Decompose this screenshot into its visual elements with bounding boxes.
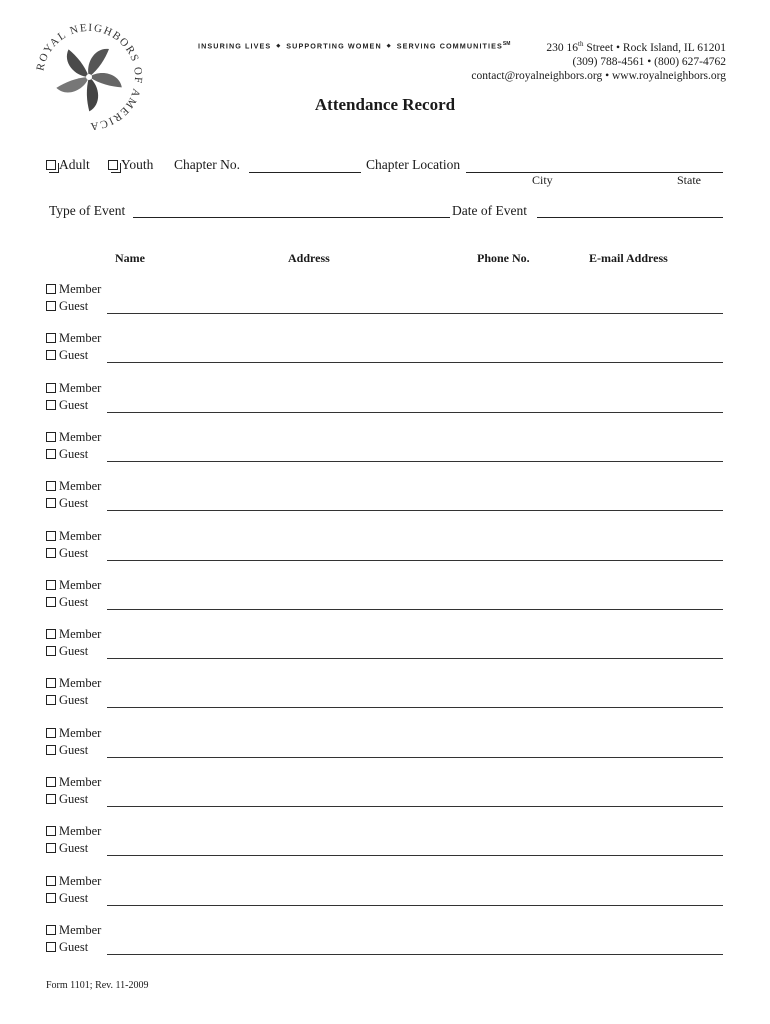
guest-label: Guest	[59, 545, 89, 560]
tagline-item: INSURING LIVES	[198, 41, 272, 51]
member-option[interactable]	[46, 479, 101, 494]
email-website: contact@royalneighbors.org • www.royalneighbors.org	[471, 69, 726, 82]
member-label: Member	[59, 873, 102, 888]
guest-checkbox[interactable]	[46, 942, 56, 952]
member-option[interactable]	[46, 331, 101, 346]
attendee-entry	[46, 726, 726, 766]
member-checkbox[interactable]	[46, 876, 56, 886]
member-checkbox[interactable]	[46, 284, 56, 294]
attendee-info-line[interactable]	[107, 362, 723, 363]
pinwheel-logo-icon	[30, 18, 148, 136]
guest-checkbox[interactable]	[46, 597, 56, 607]
type-of-event-label: Type of Event	[49, 203, 126, 218]
member-label: Member	[59, 331, 102, 346]
member-label: Member	[59, 725, 102, 740]
attendee-entry	[46, 381, 726, 421]
attendee-info-line[interactable]	[107, 757, 723, 758]
guest-label: Guest	[59, 693, 89, 708]
phone-numbers: (309) 788-4561 • (800) 627-4762	[572, 55, 726, 68]
member-option[interactable]	[46, 874, 101, 889]
chapter-no-label: Chapter No.	[174, 157, 240, 172]
youth-label: Youth	[121, 157, 154, 172]
guest-label: Guest	[59, 792, 89, 806]
chapter-no-field[interactable]	[249, 172, 361, 173]
attendee-entry	[46, 824, 726, 864]
guest-checkbox[interactable]	[46, 548, 56, 558]
adult-option[interactable]	[46, 157, 90, 173]
member-label: Member	[59, 922, 102, 937]
member-label: Member	[59, 380, 102, 395]
guest-option[interactable]	[46, 546, 88, 561]
date-of-event-label: Date of Event	[452, 203, 527, 218]
member-checkbox[interactable]	[46, 580, 56, 590]
member-label: Member	[59, 676, 102, 691]
member-checkbox[interactable]	[46, 678, 56, 688]
member-label: Member	[59, 627, 102, 642]
attendee-info-line[interactable]	[107, 806, 723, 807]
member-option[interactable]	[46, 676, 101, 691]
youth-checkbox[interactable]	[108, 160, 118, 170]
attendee-info-line[interactable]	[107, 412, 723, 413]
guest-checkbox[interactable]	[46, 350, 56, 360]
guest-option[interactable]	[46, 940, 88, 955]
attendee-info-line[interactable]	[107, 954, 723, 955]
attendee-entry	[46, 874, 726, 914]
royal-neighbors-logo	[30, 18, 148, 136]
member-checkbox[interactable]	[46, 777, 56, 787]
guest-label: Guest	[59, 496, 89, 511]
attendee-entry	[46, 676, 726, 716]
guest-option[interactable]	[46, 792, 88, 807]
member-option[interactable]	[46, 381, 101, 396]
member-option[interactable]	[46, 726, 101, 741]
member-option[interactable]	[46, 775, 101, 790]
column-header-address: Address	[288, 251, 330, 265]
attendee-info-line[interactable]	[107, 658, 723, 659]
city-sublabel: City	[532, 173, 553, 187]
attendee-entry	[46, 923, 726, 963]
guest-checkbox[interactable]	[46, 893, 56, 903]
guest-checkbox[interactable]	[46, 400, 56, 410]
guest-checkbox[interactable]	[46, 449, 56, 459]
member-checkbox[interactable]	[46, 383, 56, 393]
logo-ring-text: ROYAL NEIGHBORS OF AMERICA	[34, 21, 145, 133]
guest-option[interactable]	[46, 595, 88, 610]
guest-checkbox[interactable]	[46, 695, 56, 705]
attendee-entry	[46, 578, 726, 618]
guest-label: Guest	[59, 594, 89, 609]
column-header-phone: Phone No.	[477, 251, 530, 265]
guest-option[interactable]	[46, 348, 88, 363]
attendee-info-line[interactable]	[107, 855, 723, 856]
member-label: Member	[59, 429, 102, 444]
member-checkbox[interactable]	[46, 629, 56, 639]
guest-checkbox[interactable]	[46, 301, 56, 311]
type-of-event-field[interactable]	[133, 217, 450, 218]
guest-label: Guest	[59, 841, 89, 856]
attendee-entry	[46, 331, 726, 371]
attendee-info-line[interactable]	[107, 461, 723, 462]
bullet-icon: ◆	[276, 43, 282, 50]
state-sublabel: State	[677, 173, 701, 187]
member-checkbox[interactable]	[46, 728, 56, 738]
guest-checkbox[interactable]	[46, 843, 56, 853]
member-label: Member	[59, 479, 102, 494]
tagline	[198, 41, 510, 50]
guest-checkbox[interactable]	[46, 794, 56, 804]
attendee-info-line[interactable]	[107, 609, 723, 610]
member-label: Member	[59, 282, 102, 296]
member-option[interactable]	[46, 529, 101, 544]
chapter-location-label: Chapter Location	[366, 157, 461, 172]
attendee-info-line[interactable]	[107, 905, 723, 906]
street-address: 230 16th Street • Rock Island, IL 61201	[546, 40, 726, 54]
guest-label: Guest	[59, 348, 89, 363]
member-checkbox[interactable]	[46, 925, 56, 935]
date-of-event-field[interactable]	[537, 217, 723, 218]
tagline-item: SERVING COMMUNITIES	[396, 41, 503, 51]
guest-option[interactable]	[46, 841, 88, 856]
member-option[interactable]	[46, 923, 101, 938]
youth-option[interactable]	[108, 157, 153, 173]
member-checkbox[interactable]	[46, 432, 56, 442]
guest-label: Guest	[59, 742, 89, 757]
tagline-item: SUPPORTING WOMEN	[286, 41, 382, 51]
attendee-entry	[46, 282, 726, 322]
guest-label: Guest	[59, 397, 89, 412]
attendee-info-line[interactable]	[107, 560, 723, 561]
member-label: Member	[59, 824, 102, 839]
member-option[interactable]	[46, 282, 101, 297]
member-option[interactable]	[46, 430, 101, 445]
guest-label: Guest	[59, 890, 89, 905]
attendee-entry	[46, 430, 726, 470]
member-label: Member	[59, 577, 102, 592]
member-checkbox[interactable]	[46, 481, 56, 491]
member-label: Member	[59, 775, 102, 789]
member-label: Member	[59, 528, 102, 543]
member-option[interactable]	[46, 627, 101, 642]
guest-option[interactable]	[46, 644, 88, 659]
member-checkbox[interactable]	[46, 826, 56, 836]
form-number: Form 1101; Rev. 11-2009	[46, 980, 149, 991]
guest-option[interactable]	[46, 398, 88, 413]
guest-checkbox[interactable]	[46, 646, 56, 656]
member-checkbox[interactable]	[46, 531, 56, 541]
adult-checkbox[interactable]	[46, 160, 56, 170]
column-header-email: E-mail Address	[589, 251, 668, 265]
column-header-name: Name	[115, 251, 145, 265]
member-checkbox[interactable]	[46, 333, 56, 343]
attendee-entry	[46, 529, 726, 569]
member-option[interactable]	[46, 824, 101, 839]
attendee-info-line[interactable]	[107, 510, 723, 511]
guest-option[interactable]	[46, 693, 88, 708]
guest-option[interactable]	[46, 891, 88, 906]
guest-label: Guest	[59, 299, 89, 313]
guest-label: Guest	[59, 446, 89, 461]
attendee-info-line[interactable]	[107, 313, 723, 314]
guest-label: Guest	[59, 644, 89, 659]
contact-block	[471, 37, 726, 83]
attendee-entry	[46, 479, 726, 519]
member-option[interactable]	[46, 578, 101, 593]
guest-label: Guest	[59, 939, 89, 954]
page-title: Attendance Record	[314, 95, 456, 114]
attendee-info-line[interactable]	[107, 707, 723, 708]
guest-option[interactable]	[46, 496, 88, 511]
service-mark: SM	[502, 41, 511, 47]
adult-label: Adult	[59, 157, 90, 172]
guest-checkbox[interactable]	[46, 498, 56, 508]
attendee-entry	[46, 775, 726, 815]
attendee-entry	[46, 627, 726, 667]
guest-option[interactable]	[46, 447, 88, 462]
guest-option[interactable]	[46, 299, 88, 314]
guest-checkbox[interactable]	[46, 745, 56, 755]
bullet-icon: ◆	[386, 43, 392, 50]
guest-option[interactable]	[46, 743, 88, 758]
